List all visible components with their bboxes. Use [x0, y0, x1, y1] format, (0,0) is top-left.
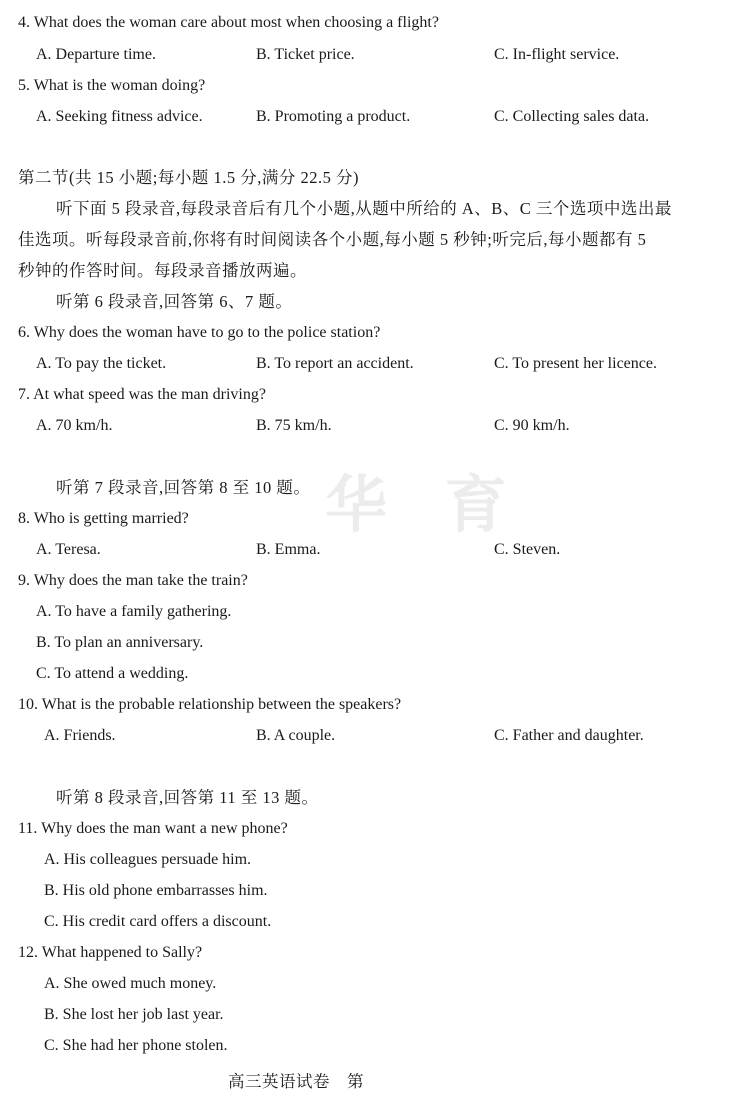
q9-option-c: C. To attend a wedding.: [36, 665, 189, 682]
q4-option-a: A. Departure time.: [36, 46, 156, 63]
q4-option-c: C. In-flight service.: [494, 46, 620, 63]
q5-option-c: C. Collecting sales data.: [494, 108, 650, 125]
question-9-stem: 9. Why does the man take the train?: [18, 572, 248, 589]
q12-option-b: B. She lost her job last year.: [44, 1006, 224, 1023]
question-8-stem: 8. Who is getting married?: [18, 510, 189, 527]
q7-option-b: B. 75 km/h.: [256, 417, 332, 434]
q11-option-b: B. His old phone embarrasses him.: [44, 882, 268, 899]
q8-option-a: A. Teresa.: [36, 541, 101, 558]
q11-option-a: A. His colleagues persuade him.: [44, 851, 252, 868]
q7-option-c: C. 90 km/h.: [494, 417, 570, 434]
watermark: 华 育: [325, 468, 525, 541]
q10-option-c: C. Father and daughter.: [494, 727, 644, 744]
q8-option-b: B. Emma.: [256, 541, 321, 558]
q6-option-a: A. To pay the ticket.: [36, 355, 167, 372]
q9-option-a: A. To have a family gathering.: [36, 603, 232, 620]
page-footer: 高三英语试卷 第: [228, 1072, 364, 1091]
question-4-stem: 4. What does the woman care about most when choosing a flight?: [18, 14, 439, 31]
q10-option-b: B. A couple.: [256, 727, 336, 744]
q5-option-a: A. Seeking fitness advice.: [36, 108, 203, 125]
segment-7-heading: 听第 7 段录音,回答第 8 至 10 题。: [56, 478, 311, 497]
q7-option-a: A. 70 km/h.: [36, 417, 113, 434]
q9-option-b: B. To plan an anniversary.: [36, 634, 204, 651]
q12-option-a: A. She owed much money.: [44, 975, 217, 992]
q5-option-b: B. Promoting a product.: [256, 108, 411, 125]
section-heading: 第二节(共 15 小题;每小题 1.5 分,满分 22.5 分): [18, 168, 359, 187]
q6-option-c: C. To present her licence.: [494, 355, 657, 372]
section-instructions-2: 佳选项。听每段录音前,你将有时间阅读各个小题,每小题 5 秒钟;听完后,每小题都有 5: [18, 230, 647, 249]
section-instructions-3: 秒钟的作答时间。每段录音播放两遍。: [18, 261, 307, 280]
q8-option-c: C. Steven.: [494, 541, 561, 558]
question-7-stem: 7. At what speed was the man driving?: [18, 386, 266, 403]
question-11-stem: 11. Why does the man want a new phone?: [18, 820, 288, 837]
question-12-stem: 12. What happened to Sally?: [18, 944, 203, 961]
q6-option-b: B. To report an accident.: [256, 355, 414, 372]
q11-option-c: C. His credit card offers a discount.: [44, 913, 272, 930]
question-10-stem: 10. What is the probable relationship between the speakers?: [18, 696, 402, 713]
question-5-stem: 5. What is the woman doing?: [18, 77, 206, 94]
segment-6-heading: 听第 6 段录音,回答第 6、7 题。: [56, 292, 293, 311]
segment-8-heading: 听第 8 段录音,回答第 11 至 13 题。: [56, 788, 319, 807]
q4-option-b: B. Ticket price.: [256, 46, 355, 63]
q10-option-a: A. Friends.: [44, 727, 116, 744]
q12-option-c: C. She had her phone stolen.: [44, 1037, 228, 1054]
section-instructions-1: 听下面 5 段录音,每段录音后有几个小题,从题中所给的 A、B、C 三个选项中选出最: [56, 199, 672, 218]
question-6-stem: 6. Why does the woman have to go to the police station?: [18, 324, 381, 341]
